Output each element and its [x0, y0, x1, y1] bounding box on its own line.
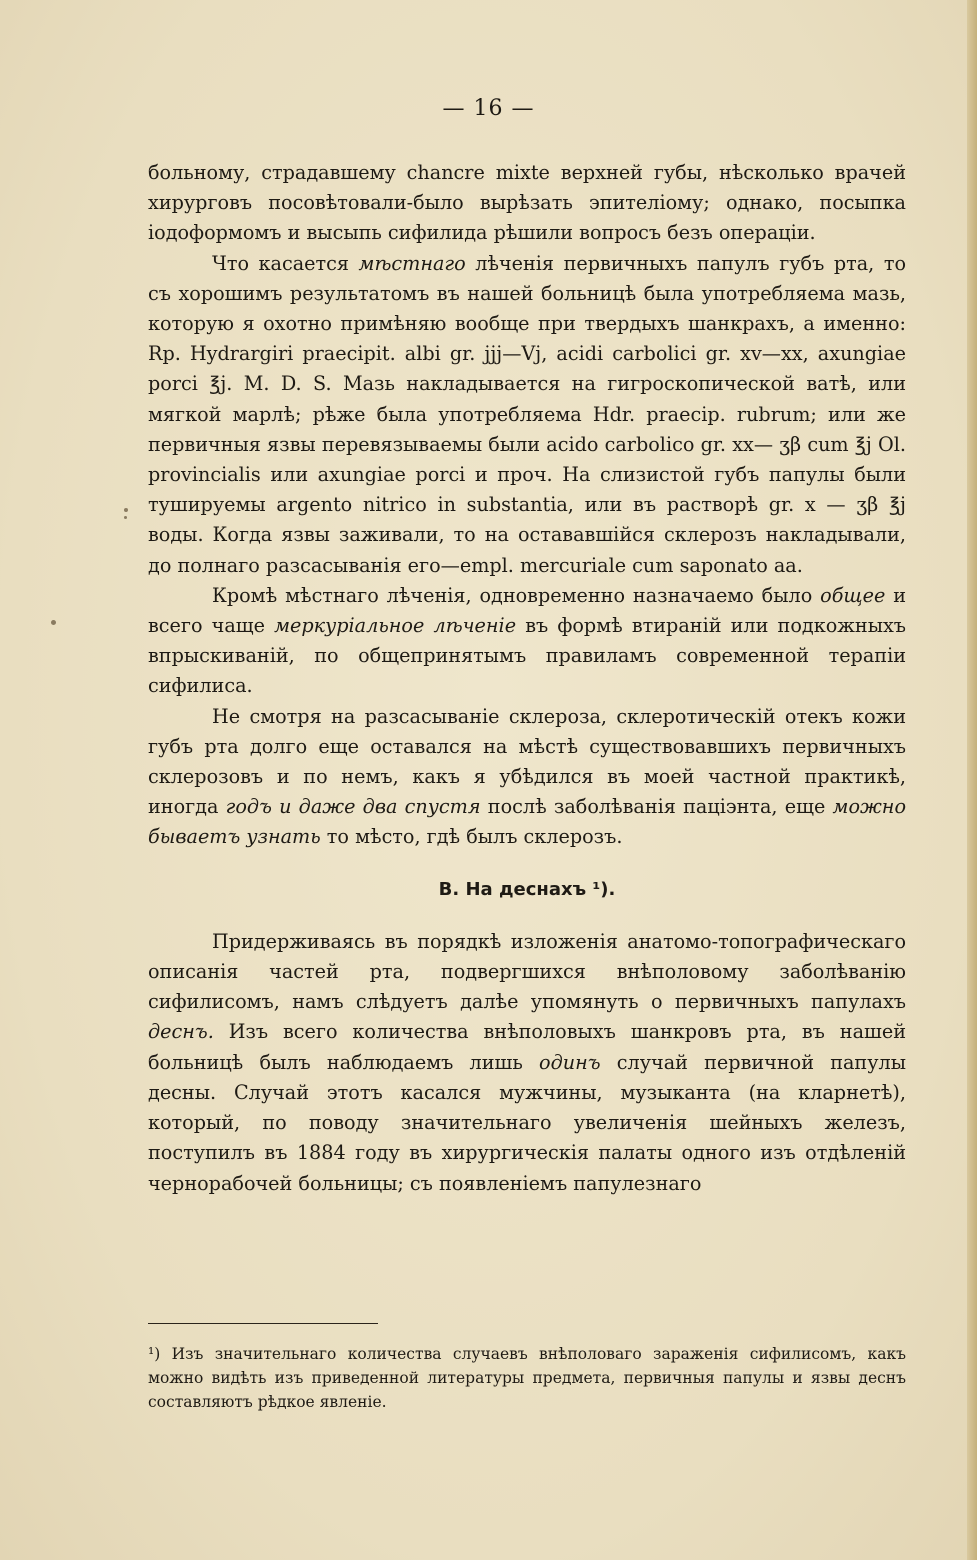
page-number: — 16 — — [442, 96, 535, 121]
emphasis-general: общее — [820, 583, 886, 607]
paragraph-local-treatment: Что касается мѣстнаго лѣченія первичныхъ папулъ губъ рта, то съ хорошимъ результатомъ въ нашей больницѣ была употребляема мазь, которую я охотно примѣняю вообще при твердыхъ шанкрахъ, а именно: Rp. Hydrargiri praecipit. albi gr. jjj—Vj, acidi carbolici gr. xv—xx, axungiae porci ℥j. M. D. S. Мазь накладывается на гигроскопической ватѣ, или мягкой марлѣ; рѣже была употребляема Hdr. praecip. rubrum; или же первичныя язвы перевязываемы были acido carbolico gr. xx— ʒβ cum ℥j Ol. provincialis или axungiae porci и проч. На слизистой губъ папулы были тушируемы argento nitrico in substantia, или въ растворѣ gr. x — ʒβ ℥j воды. Когда язвы заживали, то на остававшійся склерозъ накладывали, до полнаго разсасыванія его—empl. mercuriale cum saponato aa. — [148, 251, 906, 577]
emphasis-one: одинъ — [539, 1050, 601, 1074]
section-heading: B. На деснахъ ¹). — [438, 878, 616, 900]
emphasis-years: годъ и даже два спустя — [225, 795, 481, 819]
emphasis-recognize: можно бываетъ узнать — [148, 795, 906, 849]
paper-speck — [124, 508, 128, 512]
emphasis-gums: деснъ. — [148, 1020, 214, 1044]
body-text — [148, 158, 906, 1199]
emphasis-mercurial: меркуріальное лѣченіе — [274, 614, 517, 638]
paragraph-continuation: больному, страдавшему chancre mixte верхней губы, нѣсколько врачей хирурговъ посовѣтовали-было вырѣзать эпителіому; однако, посыпка іодоформомъ и высыпь сифилида рѣшили вопросъ безъ операціи. — [148, 161, 906, 245]
footnote-divider — [148, 1323, 378, 1324]
paragraph-gums: Придерживаясь въ порядкѣ изложенія анатомо-топографическаго описанія частей рта, подвергшихся внѣполовому заболѣванію сифилисомъ, намъ слѣдуетъ далѣе упомянуть о первичныхъ папулахъ деснъ. Изъ всего количества внѣполовыхъ шанкровъ рта, въ нашей больницѣ былъ наблюдаемъ лишь одинъ случай первичной папулы десны. Случай этотъ касался мужчины, музыканта (на кларнетѣ), который, по поводу значительнаго увеличенія шейныхъ железъ, поступилъ въ 1884 году въ хирургическія палаты одного изъ отдѣленій чернорабочей больницы; съ появленіемъ папулезнаго — [148, 929, 906, 1195]
footnote: ¹) Изъ значительнаго количества случаевъ внѣполоваго зараженія сифилисомъ, какъ можно видѣть изъ приведенной литературы предмета, первичныя папулы и язвы деснъ составляютъ рѣдкое явленіе. — [148, 1345, 906, 1411]
page-edge-shadow — [967, 0, 977, 1560]
paper-speck — [51, 620, 56, 625]
paragraph-sclerosis: Не смотря на разсасываніе склероза, склеротическій отекъ кожи губъ рта долго еще оставался на мѣстѣ существовавшихъ первичныхъ склерозовъ и по немъ, какъ я убѣдился въ моей частной практикѣ, иногда годъ и даже два спустя послѣ заболѣванія паціэнта, еще можно бываетъ узнать то мѣсто, гдѣ былъ склерозъ. — [148, 704, 906, 849]
paragraph-general-treatment: Кромѣ мѣстнаго лѣченія, одновременно назначаемо было общее и всего чаще меркуріальное лѣченіе въ формѣ втираній или подкожныхъ впрыскиваній, по общепринятымъ правиламъ современной терапіи сифилиса. — [148, 583, 907, 698]
emphasis-local: мѣстнаго — [358, 251, 466, 275]
paper-speck — [124, 516, 127, 519]
